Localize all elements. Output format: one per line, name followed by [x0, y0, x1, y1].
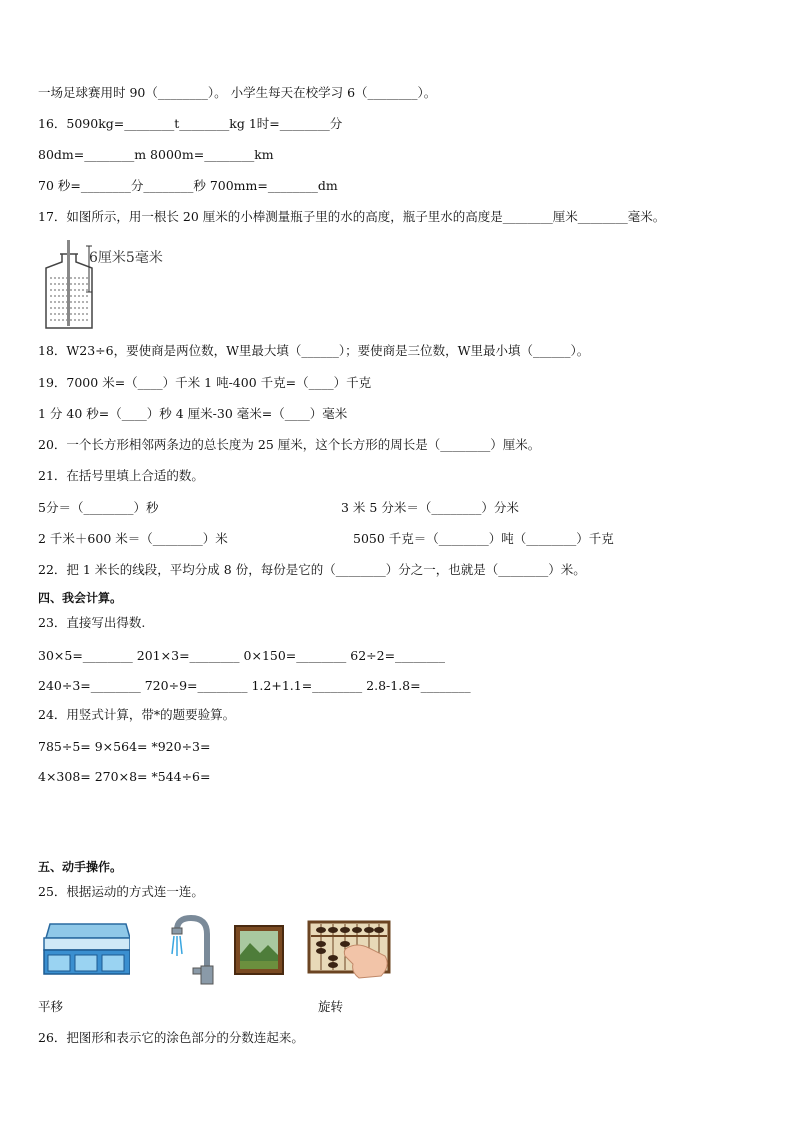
- section-4-title: 四、我会计算。: [38, 591, 123, 605]
- q24-line: 24．用竖式计算，带*的题要验算。: [38, 707, 236, 722]
- q23-line: 23．直接写出得数.: [38, 615, 146, 630]
- q22-line: 22．把 1 米长的线段，平均分成 8 份，每份是它的（________）分之一，也就是（________）米。: [38, 562, 586, 577]
- q21-line: 21．在括号里填上合适的数。: [38, 468, 204, 483]
- q17-line: 17．如图所示，用一根长 20 厘米的小棒测量瓶子里的水的高度，瓶子里水的高度是________厘米________毫米。: [38, 209, 666, 224]
- abacus-image: [307, 918, 391, 980]
- faucet-image: [163, 914, 218, 986]
- q25-line: 25．根据运动的方式连一连。: [38, 884, 204, 899]
- q21-item-2: 3 米 5 分米＝（________）分米: [341, 500, 519, 515]
- q15-line: 一场足球赛用时 90（________）。 小学生每天在校学习 6（________）。: [38, 85, 437, 100]
- sliding-window-image: [42, 922, 130, 977]
- q23-row-2: 240÷3=________ 720÷9=________ 1.2+1.1=________ 2.8-1.8=________: [38, 678, 471, 693]
- q18-line: 18．W23÷6，要使商是两位数，W里最大填（______）；要使商是三位数，W里最小填（______）。: [38, 343, 590, 358]
- bottle-measure-label: 6厘米5毫米: [89, 250, 163, 266]
- section-5-title: 五、动手操作。: [38, 860, 123, 874]
- q19-line-2: 1 分 40 秒=（____）秒 4 厘米-30 毫米=（____）毫米: [38, 406, 348, 421]
- q24-row-2: 4×308= 270×8= *544÷6=: [38, 769, 211, 784]
- q21-item-3: 2 千米＋600 米＝（________）米: [38, 531, 228, 546]
- framed-picture-image: [234, 925, 284, 975]
- q21-item-4: 5050 千克＝（________）吨（________）千克: [353, 531, 614, 546]
- q21-item-1: 5分＝（________）秒: [38, 500, 159, 515]
- rotation-label: 旋转: [318, 999, 344, 1014]
- q16-line-3: 70 秒=________分________秒 700mm=________dm: [38, 178, 338, 193]
- q19-line-1: 19．7000 米=（____）千米 1 吨-400 千克=（____）千克: [38, 375, 372, 390]
- q26-line: 26．把图形和表示它的涂色部分的分数连起来。: [38, 1030, 304, 1045]
- q20-line: 20．一个长方形相邻两条边的总长度为 25 厘米，这个长方形的周长是（________）厘米。: [38, 437, 541, 452]
- q16-line-1: 16．5090kg=________t________kg 1时=________分: [38, 116, 343, 131]
- q16-line-2: 80dm=________m 8000m=________km: [38, 147, 274, 162]
- q23-row-1: 30×5=________ 201×3=________ 0×150=________ 62÷2=________: [38, 648, 446, 663]
- translation-label: 平移: [38, 999, 64, 1014]
- q24-row-1: 785÷5= 9×564= *920÷3=: [38, 739, 211, 754]
